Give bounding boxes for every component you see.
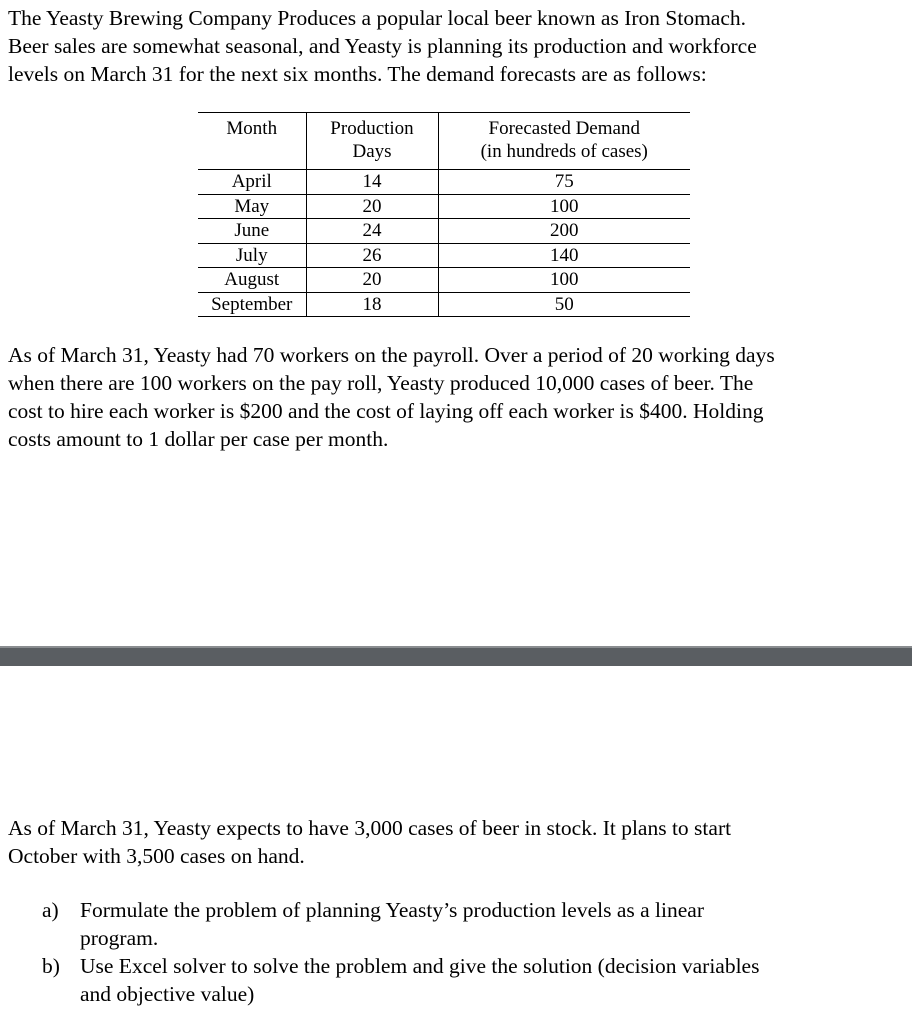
task-line: Use Excel solver to solve the problem and give the solution (decision variables: [80, 954, 760, 978]
cell-days: 20: [306, 268, 438, 293]
workforce-line: As of March 31, Yeasty had 70 workers on the payroll. Over a period of 20 working days: [8, 343, 775, 367]
cell-month: June: [198, 219, 306, 244]
cell-month: April: [198, 170, 306, 195]
workforce-paragraph: [8, 341, 898, 453]
header-month: Month: [198, 113, 306, 170]
cell-days: 18: [306, 292, 438, 317]
task-marker: a): [42, 898, 59, 922]
task-line: Formulate the problem of planning Yeasty’s production levels as a linear: [80, 898, 704, 922]
cell-demand: 50: [438, 292, 690, 317]
task-item-b: [8, 952, 898, 1008]
workforce-line: when there are 100 workers on the pay roll, Yeasty produced 10,000 cases of beer. The: [8, 371, 754, 395]
intro-line: The Yeasty Brewing Company Produces a popular local beer known as Iron Stomach.: [8, 6, 747, 30]
table-header-row: [198, 113, 690, 170]
task-marker: b): [42, 954, 60, 978]
intro-line: Beer sales are somewhat seasonal, and Yeasty is planning its production and workforce: [8, 34, 757, 58]
page-separator-bar: [0, 646, 912, 666]
intro-paragraph: [8, 4, 898, 88]
stock-paragraph: [8, 814, 898, 870]
stock-line: As of March 31, Yeasty expects to have 3,000 cases of beer in stock. It plans to start: [8, 816, 732, 840]
demand-forecast-table: [198, 112, 690, 317]
table-row: [198, 170, 690, 195]
table-row: [198, 268, 690, 293]
cell-demand: 140: [438, 243, 690, 268]
workforce-line: cost to hire each worker is $200 and the cost of laying off each worker is $400. Holding: [8, 399, 764, 423]
table-row: [198, 219, 690, 244]
cell-month: August: [198, 268, 306, 293]
intro-line: levels on March 31 for the next six months. The demand forecasts are as follows:: [8, 62, 707, 86]
cell-demand: 200: [438, 219, 690, 244]
stock-line: October with 3,500 cases on hand.: [8, 844, 305, 868]
task-item-a: [8, 896, 898, 952]
cell-days: 14: [306, 170, 438, 195]
cell-demand: 75: [438, 170, 690, 195]
header-production-days: Production Days: [306, 113, 438, 170]
table-row: [198, 292, 690, 317]
cell-days: 24: [306, 219, 438, 244]
task-list: [8, 896, 898, 1008]
cell-days: 26: [306, 243, 438, 268]
table-row: [198, 243, 690, 268]
cell-days: 20: [306, 194, 438, 219]
task-line: program.: [80, 926, 159, 950]
cell-demand: 100: [438, 268, 690, 293]
workforce-line: costs amount to 1 dollar per case per month.: [8, 427, 389, 451]
header-forecasted-demand: Forecasted Demand (in hundreds of cases): [480, 118, 648, 162]
cell-demand: 100: [438, 194, 690, 219]
cell-month: May: [198, 194, 306, 219]
cell-month: September: [198, 292, 306, 317]
cell-month: July: [198, 243, 306, 268]
table-row: [198, 194, 690, 219]
task-line: and objective value): [80, 982, 255, 1006]
